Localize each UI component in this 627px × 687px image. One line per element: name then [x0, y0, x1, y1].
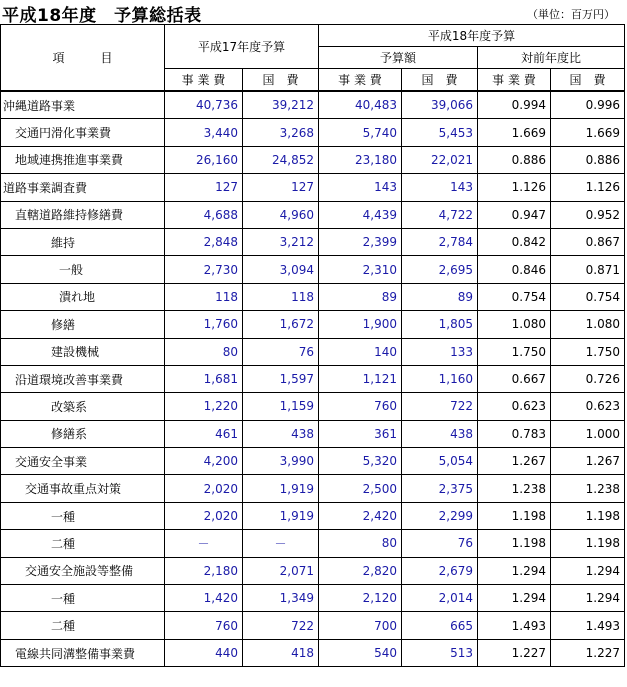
row-label: 交通安全事業 [1, 448, 165, 475]
h17-jigyohi-value: 2,020 [165, 502, 243, 529]
row-label: 二種 [1, 530, 165, 557]
h17-jigyohi-value: 2,020 [165, 475, 243, 502]
ratio-jigyohi-value: 1.493 [478, 612, 551, 639]
h17-kokuhi-value: 4,960 [243, 201, 319, 228]
table-row [1, 119, 625, 146]
row-label: 交通事故重点対策 [1, 475, 165, 502]
h18-kokuhi-value: 2,014 [402, 585, 478, 612]
h17-kokuhi-value: 3,268 [243, 119, 319, 146]
h17-jigyohi-value: 26,160 [165, 146, 243, 173]
ratio-kokuhi-value: 1.198 [551, 502, 625, 529]
ratio-jigyohi-value: 0.842 [478, 228, 551, 255]
row-label: 潰れ地 [1, 283, 165, 310]
h17-jigyohi-value: 40,736 [165, 91, 243, 119]
h18-jigyohi-value: 23,180 [319, 146, 402, 173]
h17-kokuhi-value: 438 [243, 420, 319, 447]
ratio-jigyohi-value: 0.754 [478, 283, 551, 310]
ratio-kokuhi-value: 0.996 [551, 91, 625, 119]
table-row [1, 338, 625, 365]
h18-jigyohi-value: 80 [319, 530, 402, 557]
h17-kokuhi-value: 1,349 [243, 585, 319, 612]
ratio-kokuhi-value: 0.867 [551, 228, 625, 255]
header-h18-jigyohi: 事 業 費 [319, 69, 402, 92]
ratio-jigyohi-value: 0.947 [478, 201, 551, 228]
header-budget: 予算額 [319, 47, 478, 69]
h18-kokuhi-value: 2,375 [402, 475, 478, 502]
ratio-kokuhi-value: 1.294 [551, 557, 625, 584]
h17-jigyohi-value: 440 [165, 639, 243, 666]
h18-kokuhi-value: 4,722 [402, 201, 478, 228]
table-row [1, 502, 625, 529]
ratio-jigyohi-value: 1.238 [478, 475, 551, 502]
ratio-kokuhi-value: 1.294 [551, 585, 625, 612]
h17-jigyohi-value: 461 [165, 420, 243, 447]
page-title: 平成18年度 予算総括表 [2, 6, 202, 26]
h18-kokuhi-value: 1,160 [402, 365, 478, 392]
table-row [1, 146, 625, 173]
ratio-jigyohi-value: 1.267 [478, 448, 551, 475]
table-row [1, 612, 625, 639]
ratio-jigyohi-value: 1.126 [478, 174, 551, 201]
ratio-kokuhi-value: 0.623 [551, 393, 625, 420]
h17-kokuhi-value: 1,919 [243, 502, 319, 529]
h17-kokuhi-value: 3,212 [243, 228, 319, 255]
row-label: 沖縄道路事業 [1, 91, 165, 119]
row-label: 交通安全施設等整備 [1, 557, 165, 584]
h18-kokuhi-value: 39,066 [402, 91, 478, 119]
h18-kokuhi-value: 2,299 [402, 502, 478, 529]
h18-jigyohi-value: 5,320 [319, 448, 402, 475]
ratio-jigyohi-value: 1.750 [478, 338, 551, 365]
h18-jigyohi-value: 2,310 [319, 256, 402, 283]
h17-jigyohi-value: 118 [165, 283, 243, 310]
h17-jigyohi-value: 1,760 [165, 311, 243, 338]
row-label: 修繕 [1, 311, 165, 338]
h17-kokuhi-value: － [243, 530, 319, 557]
table-row [1, 311, 625, 338]
table-row [1, 448, 625, 475]
ratio-kokuhi-value: 1.238 [551, 475, 625, 502]
ratio-kokuhi-value: 1.493 [551, 612, 625, 639]
table-row [1, 557, 625, 584]
header-item: 項 目 [1, 25, 165, 92]
h17-kokuhi-value: 76 [243, 338, 319, 365]
h18-kokuhi-value: 438 [402, 420, 478, 447]
ratio-jigyohi-value: 0.783 [478, 420, 551, 447]
row-label: 電線共同溝整備事業費 [1, 639, 165, 666]
h18-jigyohi-value: 2,399 [319, 228, 402, 255]
h17-kokuhi-value: 1,672 [243, 311, 319, 338]
h17-kokuhi-value: 1,159 [243, 393, 319, 420]
h18-kokuhi-value: 1,805 [402, 311, 478, 338]
table-row [1, 365, 625, 392]
ratio-kokuhi-value: 1.126 [551, 174, 625, 201]
h18-jigyohi-value: 143 [319, 174, 402, 201]
ratio-jigyohi-value: 0.886 [478, 146, 551, 173]
row-label: 直轄道路維持修繕費 [1, 201, 165, 228]
h17-jigyohi-value: 2,848 [165, 228, 243, 255]
h17-jigyohi-value: 1,681 [165, 365, 243, 392]
header-h18-kokuhi: 国 費 [402, 69, 478, 92]
ratio-jigyohi-value: 1.294 [478, 585, 551, 612]
ratio-kokuhi-value: 0.952 [551, 201, 625, 228]
ratio-kokuhi-value: 1.227 [551, 639, 625, 666]
table-row [1, 475, 625, 502]
h18-kokuhi-value: 2,784 [402, 228, 478, 255]
h18-jigyohi-value: 140 [319, 338, 402, 365]
table-row [1, 91, 625, 119]
ratio-jigyohi-value: 0.667 [478, 365, 551, 392]
ratio-jigyohi-value: 1.227 [478, 639, 551, 666]
row-label: 道路事業調査費 [1, 174, 165, 201]
h18-kokuhi-value: 5,054 [402, 448, 478, 475]
table-row [1, 283, 625, 310]
ratio-kokuhi-value: 0.871 [551, 256, 625, 283]
row-label: 一種 [1, 502, 165, 529]
h18-jigyohi-value: 361 [319, 420, 402, 447]
h18-kokuhi-value: 76 [402, 530, 478, 557]
h18-kokuhi-value: 22,021 [402, 146, 478, 173]
h17-jigyohi-value: 4,200 [165, 448, 243, 475]
h18-kokuhi-value: 143 [402, 174, 478, 201]
h18-jigyohi-value: 2,500 [319, 475, 402, 502]
ratio-jigyohi-value: 1.294 [478, 557, 551, 584]
h17-kokuhi-value: 24,852 [243, 146, 319, 173]
h18-kokuhi-value: 5,453 [402, 119, 478, 146]
table-row [1, 393, 625, 420]
h17-jigyohi-value: － [165, 530, 243, 557]
header-ratio-jigyohi: 事 業 費 [478, 69, 551, 92]
row-label: 修繕系 [1, 420, 165, 447]
table-row [1, 174, 625, 201]
h17-kokuhi-value: 1,597 [243, 365, 319, 392]
h18-jigyohi-value: 760 [319, 393, 402, 420]
row-label: 地域連携推進事業費 [1, 146, 165, 173]
h17-kokuhi-value: 3,990 [243, 448, 319, 475]
row-label: 改築系 [1, 393, 165, 420]
ratio-jigyohi-value: 1.198 [478, 502, 551, 529]
h18-jigyohi-value: 40,483 [319, 91, 402, 119]
h18-jigyohi-value: 2,820 [319, 557, 402, 584]
ratio-kokuhi-value: 1.669 [551, 119, 625, 146]
row-label: 沿道環境改善事業費 [1, 365, 165, 392]
h17-kokuhi-value: 1,919 [243, 475, 319, 502]
h18-kokuhi-value: 2,679 [402, 557, 478, 584]
ratio-kokuhi-value: 0.886 [551, 146, 625, 173]
h18-jigyohi-value: 89 [319, 283, 402, 310]
ratio-kokuhi-value: 1.750 [551, 338, 625, 365]
row-label: 一般 [1, 256, 165, 283]
h18-kokuhi-value: 722 [402, 393, 478, 420]
h17-jigyohi-value: 760 [165, 612, 243, 639]
h18-jigyohi-value: 1,900 [319, 311, 402, 338]
ratio-kokuhi-value: 1.267 [551, 448, 625, 475]
table-row [1, 530, 625, 557]
h17-kokuhi-value: 3,094 [243, 256, 319, 283]
header-h18: 平成18年度予算 [319, 25, 625, 47]
h17-jigyohi-value: 2,730 [165, 256, 243, 283]
row-label: 交通円滑化事業費 [1, 119, 165, 146]
h17-kokuhi-value: 39,212 [243, 91, 319, 119]
header-h17: 平成17年度予算 [165, 25, 319, 69]
h18-kokuhi-value: 89 [402, 283, 478, 310]
h18-jigyohi-value: 1,121 [319, 365, 402, 392]
ratio-jigyohi-value: 1.669 [478, 119, 551, 146]
h17-kokuhi-value: 722 [243, 612, 319, 639]
budget-table [0, 24, 625, 667]
h17-kokuhi-value: 127 [243, 174, 319, 201]
h18-jigyohi-value: 540 [319, 639, 402, 666]
header-h17-kokuhi: 国 費 [243, 69, 319, 92]
ratio-kokuhi-value: 1.198 [551, 530, 625, 557]
ratio-jigyohi-value: 0.846 [478, 256, 551, 283]
h17-jigyohi-value: 127 [165, 174, 243, 201]
table-row [1, 585, 625, 612]
h18-jigyohi-value: 2,120 [319, 585, 402, 612]
table-row [1, 256, 625, 283]
row-label: 二種 [1, 612, 165, 639]
h17-jigyohi-value: 1,420 [165, 585, 243, 612]
h17-jigyohi-value: 4,688 [165, 201, 243, 228]
h18-jigyohi-value: 700 [319, 612, 402, 639]
h18-jigyohi-value: 2,420 [319, 502, 402, 529]
row-label: 一種 [1, 585, 165, 612]
ratio-kokuhi-value: 0.726 [551, 365, 625, 392]
row-label: 建設機械 [1, 338, 165, 365]
table-row [1, 201, 625, 228]
table-row [1, 420, 625, 447]
ratio-jigyohi-value: 0.994 [478, 91, 551, 119]
h17-kokuhi-value: 118 [243, 283, 319, 310]
ratio-kokuhi-value: 0.754 [551, 283, 625, 310]
h17-kokuhi-value: 2,071 [243, 557, 319, 584]
h18-kokuhi-value: 133 [402, 338, 478, 365]
h17-jigyohi-value: 2,180 [165, 557, 243, 584]
h17-kokuhi-value: 418 [243, 639, 319, 666]
h17-jigyohi-value: 80 [165, 338, 243, 365]
unit-label: （単位：百万円） [527, 8, 615, 21]
header-ratio: 対前年度比 [478, 47, 625, 69]
h18-kokuhi-value: 2,695 [402, 256, 478, 283]
ratio-jigyohi-value: 1.198 [478, 530, 551, 557]
row-label: 維持 [1, 228, 165, 255]
header-h17-jigyohi: 事 業 費 [165, 69, 243, 92]
table-row [1, 228, 625, 255]
ratio-kokuhi-value: 1.080 [551, 311, 625, 338]
ratio-kokuhi-value: 1.000 [551, 420, 625, 447]
h18-kokuhi-value: 513 [402, 639, 478, 666]
h17-jigyohi-value: 1,220 [165, 393, 243, 420]
h18-jigyohi-value: 5,740 [319, 119, 402, 146]
table-row [1, 639, 625, 666]
h18-kokuhi-value: 665 [402, 612, 478, 639]
h18-jigyohi-value: 4,439 [319, 201, 402, 228]
ratio-jigyohi-value: 0.623 [478, 393, 551, 420]
h17-jigyohi-value: 3,440 [165, 119, 243, 146]
header-ratio-kokuhi: 国 費 [551, 69, 625, 92]
ratio-jigyohi-value: 1.080 [478, 311, 551, 338]
